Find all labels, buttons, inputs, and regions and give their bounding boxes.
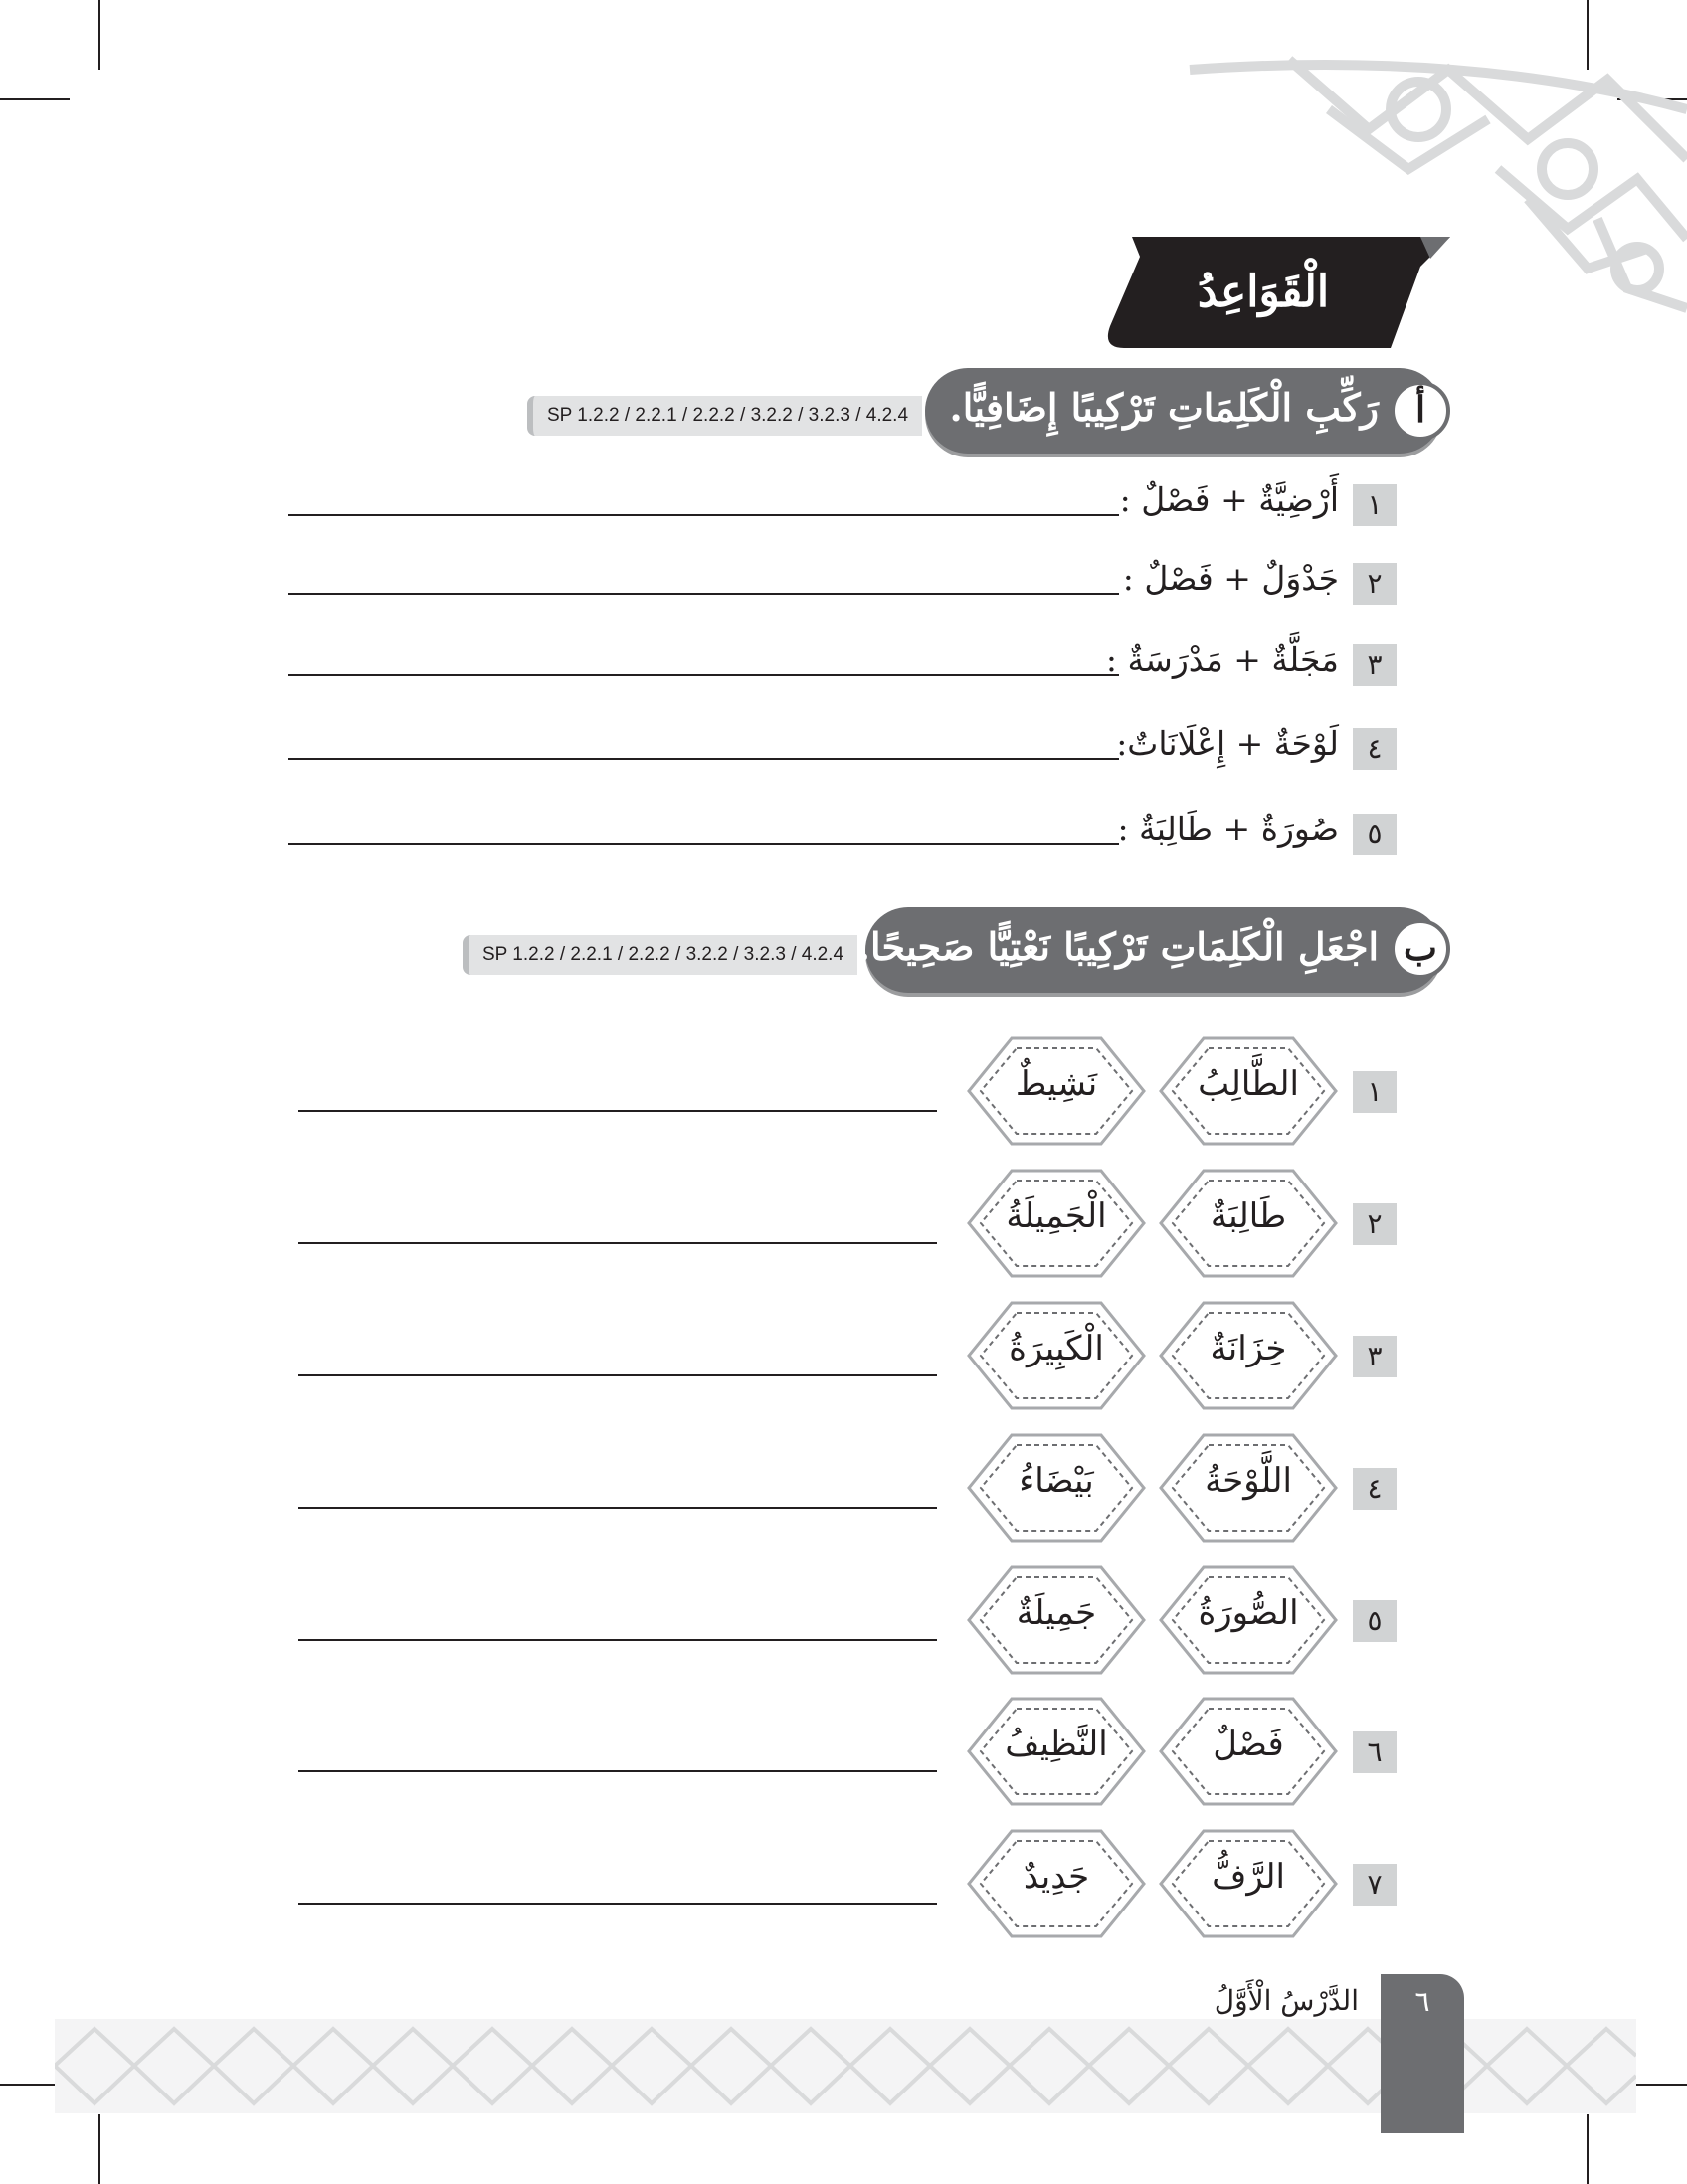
crop-mark <box>0 98 70 100</box>
section-a-letter: أ <box>1391 381 1450 441</box>
question-number: ٤ <box>1353 728 1397 770</box>
question-text: أَرْضِيَّةٌ + فَصْلٌ : <box>1119 480 1339 519</box>
question-number: ١ <box>1353 484 1397 526</box>
adjective-word: نَشِيطٌ <box>1015 1064 1098 1104</box>
answer-line[interactable] <box>298 1507 937 1509</box>
question-number: ٧ <box>1353 1864 1397 1906</box>
adjective-word: الْكَبِيرَةُ <box>1009 1329 1104 1368</box>
noun-word: فَصْلٌ <box>1213 1725 1284 1764</box>
adjective-word: النَّظِيفُ <box>1005 1725 1108 1764</box>
crop-mark <box>98 2114 100 2184</box>
noun-word: الصُّورَةُ <box>1198 1593 1299 1633</box>
question-number: ٦ <box>1353 1731 1397 1773</box>
answer-line[interactable] <box>288 843 1119 845</box>
adjective-word: جَمِيلَةٌ <box>1016 1593 1097 1633</box>
question-number: ٢ <box>1353 563 1397 605</box>
question-number: ٤ <box>1353 1468 1397 1510</box>
question-text: مَجَلَّةٌ + مَدْرَسَةٌ : <box>1105 640 1339 679</box>
page-title: الْقَوَاعِدُ <box>1197 267 1330 317</box>
question-text: لَوْحَةٌ + إِعْلَانَاتٌ: <box>1116 724 1339 763</box>
sp-codes-b: SP 1.2.2 / 2.2.1 / 2.2.2 / 3.2.2 / 3.2.3 / 4.2.4 <box>463 935 857 975</box>
answer-line[interactable] <box>298 1639 937 1641</box>
question-number: ٢ <box>1353 1203 1397 1245</box>
sp-codes-a: SP 1.2.2 / 2.2.1 / 2.2.2 / 3.2.2 / 3.2.3 / 4.2.4 <box>527 396 922 436</box>
question-number: ٥ <box>1353 1600 1397 1642</box>
question-number: ٣ <box>1353 1336 1397 1377</box>
lesson-name: الدَّرْسُ الْأَوَّلُ <box>1214 1984 1359 2017</box>
answer-line[interactable] <box>298 1903 937 1905</box>
noun-word: الرَّفُّ <box>1212 1857 1285 1897</box>
noun-word: اللَّوْحَةُ <box>1205 1461 1292 1501</box>
section-b-letter: ب <box>1391 919 1450 979</box>
section-a-title: رَكِّبِ الْكَلِمَاتِ تَرْكِيبًا إِضَافِيًّا. <box>949 385 1379 430</box>
question-text: جَدْوَلٌ + فَصْلٌ : <box>1122 559 1339 598</box>
answer-line[interactable] <box>288 514 1119 516</box>
answer-line[interactable] <box>298 1770 937 1772</box>
question-number: ١ <box>1353 1071 1397 1113</box>
crop-mark <box>1587 2114 1589 2184</box>
noun-word: طَالِبَةٌ <box>1210 1196 1287 1236</box>
adjective-word: الْجَمِيلَةُ <box>1006 1196 1107 1236</box>
answer-line[interactable] <box>288 674 1119 676</box>
question-text: صُورَةٌ + طَالِبَةٌ : <box>1117 810 1339 848</box>
answer-line[interactable] <box>288 758 1119 760</box>
answer-line[interactable] <box>298 1242 937 1244</box>
noun-word: الطَّالِبُ <box>1198 1064 1299 1104</box>
crop-mark <box>98 0 100 70</box>
page-number: ٦ <box>1414 1985 1430 2018</box>
adjective-word: جَدِيدٌ <box>1023 1857 1090 1897</box>
question-number: ٣ <box>1353 644 1397 686</box>
answer-line[interactable] <box>288 593 1119 595</box>
answer-line[interactable] <box>298 1110 937 1112</box>
noun-word: خِزَانَةٌ <box>1210 1329 1287 1368</box>
answer-line[interactable] <box>298 1374 937 1376</box>
question-number: ٥ <box>1353 814 1397 855</box>
adjective-word: بَيْضَاءُ <box>1019 1461 1094 1501</box>
section-b-title: اجْعَلِ الْكَلِمَاتِ تَرْكِيبًا نَعْتِيًّا صَحِيحًا. <box>856 924 1379 969</box>
